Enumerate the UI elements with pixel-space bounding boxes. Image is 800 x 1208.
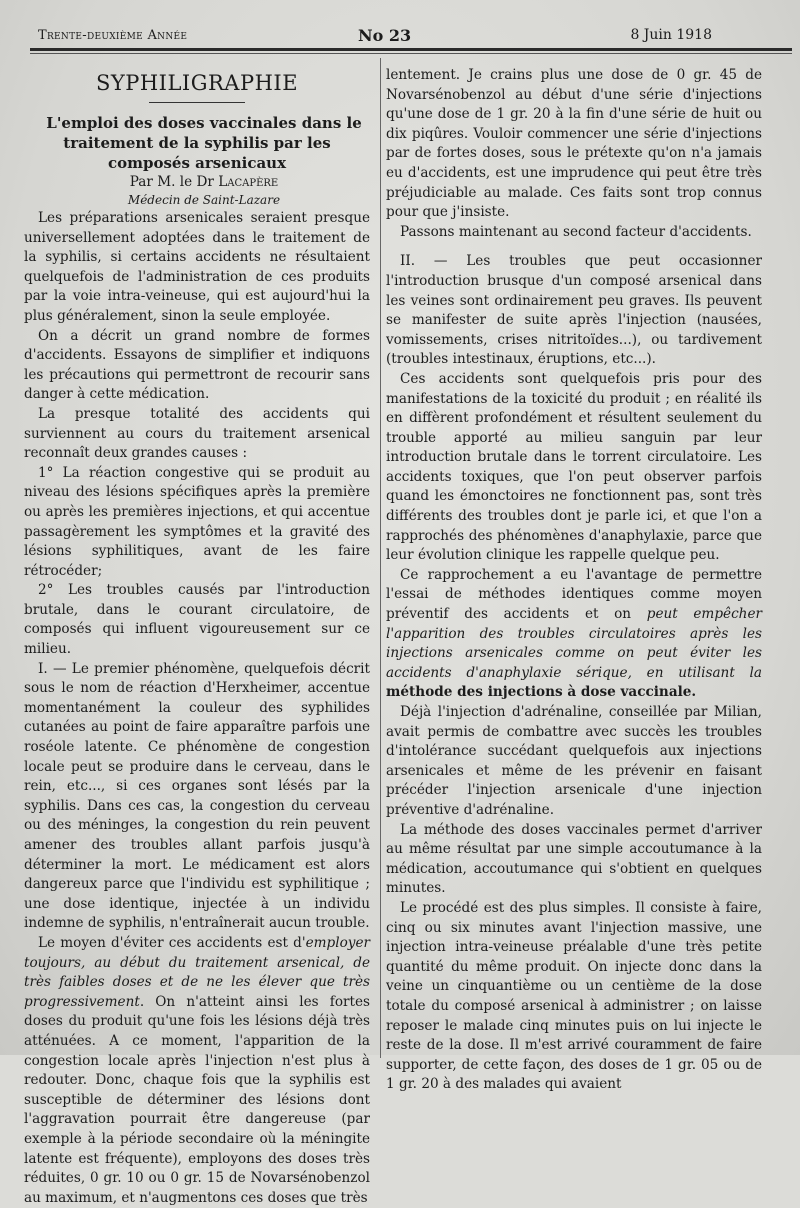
paragraph: Le procédé est des plus simples. Il consiste à faire, cinq ou six minutes avant l'injection massive, une injection intra-veineuse préalable d'une très petite quantité du même produit. On injecte donc dans la veine un cinquantième ou un centième de la dose totale du composé arsenical à administrer ; on laisse reposer le malade cinq minutes puis on lui injecte le reste de la dose. Il m'est arrivé couramment de faire supporter, de cette façon, des doses de 1 gr. 05 ou de 1 gr. 20 à des malades qui avaient <box>386 899 762 1093</box>
article-title: L'emploi des doses vaccinales dans le traitement de la syphilis par les composés arsenicaux <box>46 114 362 172</box>
header-rule-thick <box>30 48 792 51</box>
paragraph <box>24 934 370 1208</box>
section-title: SYPHILIGRAPHIE <box>95 71 299 95</box>
italic-emphasis: peut empêcher l'apparition des troubles circulatoires après les injections arsenicales comme on peut éviter les accidents d'anaphylaxie sérique, en utilisant la <box>386 606 762 681</box>
paragraph <box>386 566 762 703</box>
paragraph: La méthode des doses vaccinales permet d'arriver au même résultat par une simple accoutumance à la médication, accoutumance qui s'obtient en quelques minutes. <box>386 821 762 897</box>
italic-emphasis: employer toujours, au début du traitement arsenical, de très faibles doses et de ne les élever que très progressivement <box>24 934 370 1010</box>
paragraph: I. — Le premier phénomène, quelquefois décrit sous le nom de réaction d'Herxheimer, accentue momentanément la couleur des syphilides cutanées au point de faire apparaître parfois une roséole latente. Ce phénomène de congestion locale peut se produire dans le cerveau, dans le rein, etc..., si ces organes sont lésés par la syphilis. Dans ces cas, la congestion du cerveau ou des méninges, la congestion du rein peuvent amener des troubles allant parfois jusqu'à déterminer la mort. Le médicament est alors dangereux parce que l'individu est syphilitique ; une dose identique, injectée à un individu indemne de syphilis, n'entraînerait aucun trouble. <box>24 660 370 932</box>
author-name: Lacapère <box>218 174 279 190</box>
volume-year: Trente-deuxième Année <box>38 28 188 43</box>
byline <box>24 173 370 191</box>
paragraph: 1° La réaction congestive qui se produit au niveau des lésions spécifiques après la première ou après les premières injections, et qui accentue passagèrement les symptômes et la gravité des lésions syphilitiques, avant de les faire rétrocéder; <box>24 464 370 579</box>
column-divider <box>380 58 381 1058</box>
issue-number: No 23 <box>358 26 412 45</box>
paragraph: Ces accidents sont quelquefois pris pour des manifestations de la toxicité du produit ; en réalité ils en diffèrent profondément et résultent seulement du trouble apporté au milieu sanguin par leur introduction brutale dans le torrent circulatoire. Les accidents toxiques, que l'on peut observer parfois quand les émonctoires ne fonctionnent pas, sont très différents des troubles dont je parle ici, et que l'on a rapprochés des phénomènes d'anaphylaxie, parce que leur évolution clinique les rappelle quelque peu. <box>386 370 762 564</box>
bold-emphasis: méthode des injections à dose vaccinale. <box>386 684 697 701</box>
left-column <box>24 64 370 1208</box>
paragraph: Les préparations arsenicales seraient presque universellement adoptées dans le traitement de la syphilis, si certains accidents ne résultaient quelquefois de l'administration de ces produits par la voie intra-veineuse, qui est aujourd'hui la plus généralement, sinon la seule employée. <box>24 210 370 324</box>
issue-date: 8 Juin 1918 <box>630 27 712 43</box>
paragraph: La presque totalité des accidents qui surviennent au cours du traitement arsenical reconnaît deux grandes causes : <box>24 405 370 462</box>
right-column <box>386 66 762 1095</box>
text-run: Le moyen d'éviter ces accidents est d' <box>38 934 306 951</box>
text-run: Ce rapprochement a eu l'avantage de permettre l'essai de méthodes identiques comme moyen préventif des accidents et on <box>386 566 762 623</box>
running-header <box>38 28 712 46</box>
paragraph: II. — Les troubles que peut occasionner l'introduction brusque d'un composé arsenical dans les veines sont ordinairement peu graves. Ils peuvent se manifester de suite après l'injection (nausées, vomissements, crises nitritoïdes...), ou tardivement (troubles intestinaux, éruptions, etc...). <box>386 253 762 368</box>
text-run: . On n'atteint ainsi les fortes doses du produit qu'une fois les lésions déjà très atténuées. A ce moment, l'apparition de la congestion locale après l'injection n'est plus à redouter. Donc, chaque fois que la syphilis est susceptible de déterminer des lésions dont l'aggravation pourrait être dangereuse (par exemple à la période secondaire où la méningite latente est fréquente), employons des doses très réduites, 0 gr. 10 ou 0 gr. 15 de Novarsénobenzol au maximum, et n'augmentons ces doses que très <box>24 993 370 1206</box>
paragraph: 2° Les troubles causés par l'introduction brutale, dans le courant circulatoire, de composés qui influent vigoureusement sur ce milieu. <box>24 582 370 658</box>
paragraph: On a décrit un grand nombre de formes d'accidents. Essayons de simplifier et indiquons les précautions qui permettront de recourir sans danger à cette médication. <box>24 327 370 403</box>
header-rule-thin <box>30 53 792 54</box>
author-affiliation: Médecin de Saint-Lazare <box>127 193 281 207</box>
paragraph: Passons maintenant au second facteur d'accidents. <box>400 223 752 240</box>
paragraph-continued: lentement. Je crains plus une dose de 0 gr. 45 de Novarsénobenzol au début d'une série d'injections qu'une dose de 1 gr. 20 à la fin d'une série de huit ou dix piqûres. Vouloir commencer une série d'injections par de fortes doses, sous le prétexte qu'on n'a jamais eu d'accidents, est une imprudence qui peut être très préjudiciable au malade. Ces faits sont trop connus pour que j'insiste. <box>386 67 762 221</box>
title-rule <box>149 102 245 103</box>
byline-prefix: Par M. le Dr <box>129 174 214 190</box>
paragraph: Déjà l'injection d'adrénaline, conseillée par Milian, avait permis de combattre avec succès les troubles d'intolérance succédant quelquefois aux injections arsenicales et même de les prévenir en faisant précéder l'injection arsenicale d'une injection préventive d'adrénaline. <box>386 704 762 818</box>
